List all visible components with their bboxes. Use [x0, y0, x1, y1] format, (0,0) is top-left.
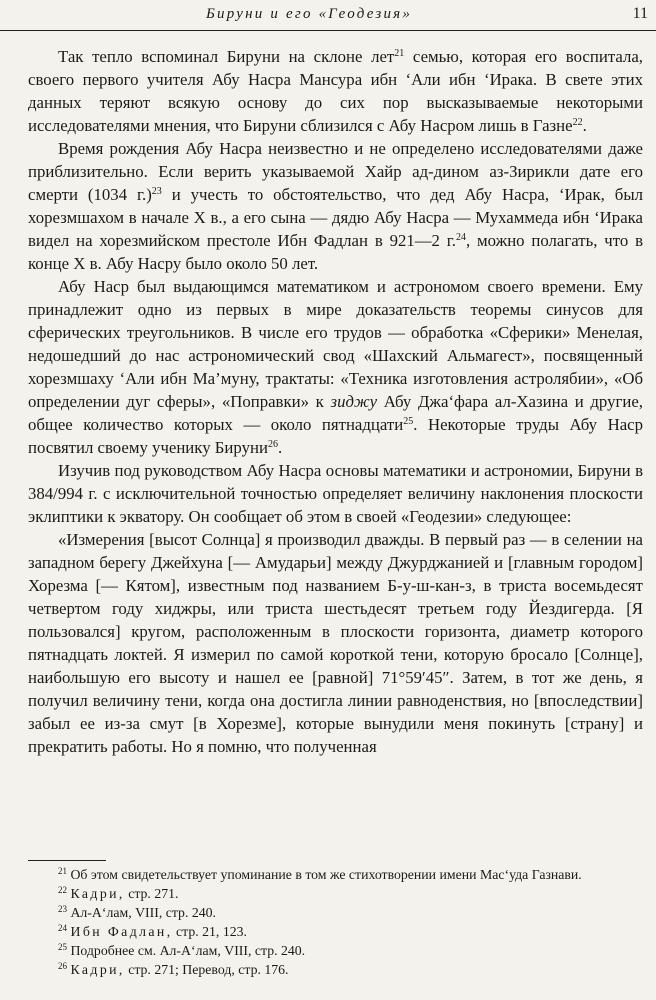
footnote-ref: 22 [572, 117, 583, 128]
text-run: . [582, 116, 587, 135]
footnote [28, 941, 643, 960]
footnote-author: Кадри, [70, 962, 125, 977]
footnote-author: Ибн Фадлан, [70, 924, 173, 939]
main-text [28, 45, 643, 758]
text-run: семью, которая его воспитала, своего первого учителя Абу Насра Мансура ибн ‘Али ибн ‘Ирака. В свете этих данных теряют всякую основу до сих пор высказываемые некоторыми исследователями мнения, что Бируни сблизился с Абу Насром лишь в Газне [28, 47, 643, 135]
footnote [28, 903, 643, 922]
text-run: . [277, 438, 283, 457]
footnote [28, 865, 643, 884]
text-run: и учесть то обстоятельство, что дед Абу Насра, ‘Ирак, был хорезмшахом в начале X в., а его сына — дядю Абу Насра — Мухаммеда ибн ‘Ирака видел на хорезмийском престоле Ибн Фадлан в 921—2 г. [28, 185, 643, 250]
quote-paragraph [28, 528, 643, 758]
footnote-ref: 24 [455, 232, 466, 243]
text-run: , можно полагать, что в конце X в. Абу Насру было около 50 лет. [28, 231, 644, 273]
footnote [28, 960, 643, 979]
footnote-number: 24 [58, 923, 67, 933]
footnote-text: стр. 21, 123. [172, 924, 247, 939]
paragraph [28, 459, 643, 528]
footnote-text: стр. 271; Перевод, стр. 176. [124, 962, 289, 977]
footnote-text: Подробнее см. Ал-А‘лам, VIII, стр. 240. [70, 943, 306, 958]
footnote [28, 922, 643, 941]
footnote-text: стр. 271. [124, 886, 179, 901]
footnote-ref: 25 [403, 416, 414, 427]
footnote-number: 22 [58, 885, 67, 895]
footnote-divider [28, 860, 106, 861]
text-run: Абу Джа‘фара ал-Хазина и другие, общее количество которых — около пятнадцати [28, 392, 643, 434]
footnote-ref: 21 [394, 48, 405, 59]
text-run: «Измерения [высот Солнца] я производил дважды. В первый раз — в селении на западном берегу Джейхуна [— Амударьи] между Джурджанией и [главным городом] Хорезма [— Кятом], известным под названием Б-у-ш-кан-з, в триста восемьдесят четвертом году хиджры, или триста шестьдесят третьем году Йездигерда. [Я пользовался] кругом, расположенным в плоскости горизонта, диаметр которого пятнадцать локтей. Я измерил по самой короткой тени, которую бросало [Солнце], наибольшую его высоту и нашел ее [равной] 71°59′45″. Затем, в тот же день, я получил величину тени, когда она достигла линии равноденствия, но [впоследствии] забыл ее из-за смут [в Хорезме], которые вынудили меня покинуть [страну] и прекратить работы. Но я помню, что полученная [28, 530, 643, 756]
text-run: . Некоторые труды Абу Наср посвятил своему ученику Бируни [28, 415, 643, 457]
footnote-number: 25 [58, 942, 67, 952]
footnote-number: 26 [58, 961, 67, 971]
text-run: Изучив под руководством Абу Насра основы математики и астрономии, Бируни в 384/994 г. с исключительной точностью определяет величину наклонения плоскости эклиптики к экватору. Он сообщает об этом в своей «Геодезии» следующее: [28, 461, 643, 526]
footnote-text: Ал-А‘лам, VIII, стр. 240. [70, 905, 217, 920]
text-run: Абу Наср был выдающимся математиком и астрономом своего времени. Ему принадлежит одно из первых в мире доказательств теоремы синусов для сферических треугольников. В числе его трудов — обработка «Сферики» Менелая, недошедший до нас астрономический свод «Шахский Альмагест», посвященный хорезмшаху ‘Али ибн Ма’муну, трактаты: «Техника изготовления астролябии», «Об определении дуг сферы», «Поправки» к [28, 277, 643, 411]
footnote-text: Об этом свидетельствует упоминание в том же стихотворении имени Мас‘уда Газнави. [70, 867, 582, 882]
running-head: Бируни и его «Геодезия» [206, 6, 413, 22]
footnotes [28, 865, 643, 979]
paragraph [28, 45, 643, 137]
paragraph [28, 275, 643, 459]
page-header [0, 4, 656, 31]
footnote-ref: 26 [267, 439, 278, 450]
italic-term: зиджу [330, 392, 378, 411]
paragraph [28, 137, 643, 275]
text-run: Время рождения Абу Насра неизвестно и не определено исследователями даже приблизительно. Если верить указываемой Хайр ад-дином аз-Зирикли дате его смерти (1034 г.) [28, 139, 643, 204]
footnote-ref: 23 [151, 186, 162, 197]
page-number: 11 [632, 5, 648, 22]
footnote-number: 23 [58, 904, 67, 914]
footnote-author: Кадри, [70, 886, 125, 901]
footnote [28, 884, 643, 903]
text-run: Так тепло вспоминал Бируни на склоне лет [58, 47, 395, 66]
footnote-number: 21 [58, 866, 67, 876]
